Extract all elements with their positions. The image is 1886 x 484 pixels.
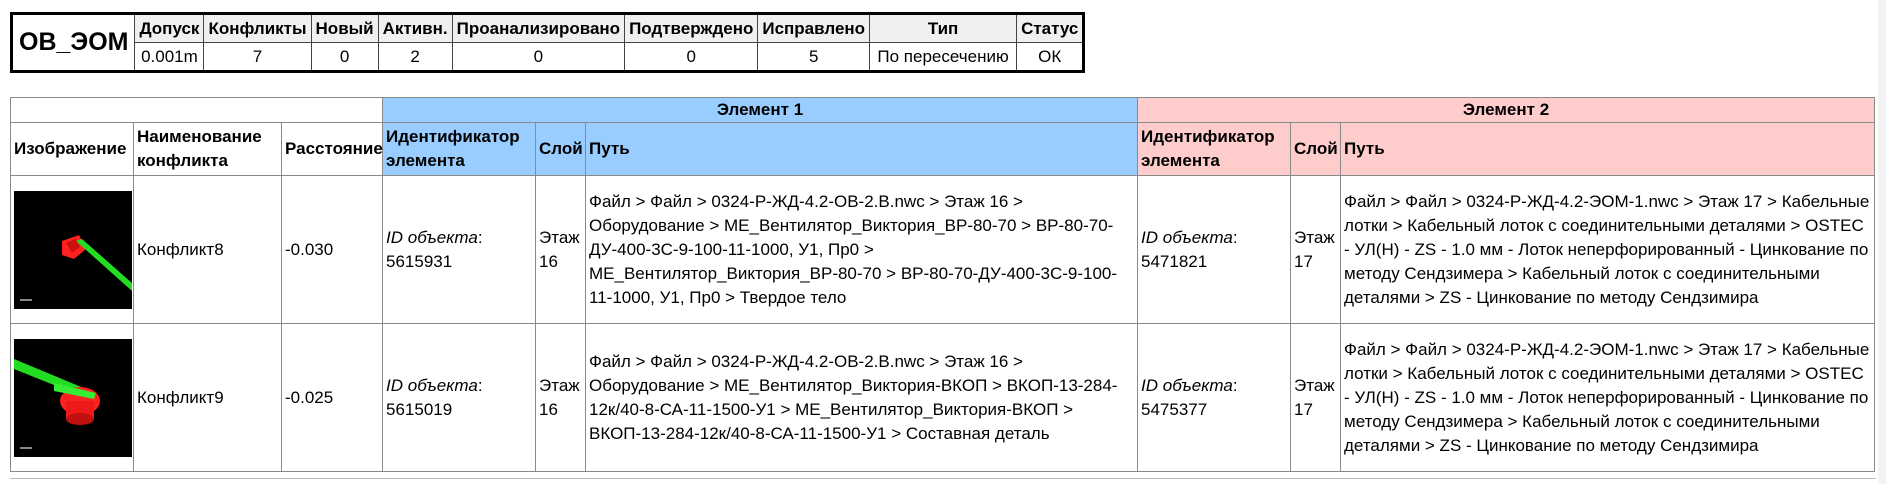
clash-name: Конфликт8 bbox=[134, 176, 282, 324]
summary-header: Допуск bbox=[135, 14, 204, 43]
element2-id bbox=[1138, 176, 1291, 324]
distance-column-header: Расстояние bbox=[282, 123, 383, 176]
clash-image-cell bbox=[11, 176, 134, 324]
element1-path: Файл > Файл > 0324-Р-ЖД-4.2-ОВ-2.В.nwc > Этаж 16 > Оборудование > ME_Вентилятор_Виктория_ВР-80-70 > ВР-80-70-ДУ-400-3С-9-100-11-1000, У1, Пр0 > ME_Вентилятор_Виктория_ВР-80-70 > ВР-80-70-ДУ-400-3С-9-100-11-1000, У1, Пр0 > Твердое тело bbox=[586, 176, 1138, 324]
table-row bbox=[11, 324, 1875, 472]
new-count: 0 bbox=[311, 43, 378, 72]
element2-layer-column-header: Слой bbox=[1291, 123, 1341, 176]
vertical-scrollbar[interactable] bbox=[1878, 0, 1886, 484]
name-column-header: Наименование конфликта bbox=[134, 123, 282, 176]
element1-id-column-header: Идентификатор элемента bbox=[383, 123, 536, 176]
summary-header: Новый bbox=[311, 14, 378, 43]
tolerance-value: 0.001m bbox=[135, 43, 204, 72]
id-label: ID объекта bbox=[1141, 375, 1233, 395]
element2-id-column-header: Идентификатор элемента bbox=[1138, 123, 1291, 176]
element1-group-header: Элемент 1 bbox=[383, 98, 1138, 123]
clash-thumbnail-image bbox=[14, 339, 132, 457]
element1-id bbox=[383, 176, 536, 324]
clash-name: Конфликт9 bbox=[134, 324, 282, 472]
clashes-count: 7 bbox=[204, 43, 311, 72]
clash-image-cell bbox=[11, 324, 134, 472]
active-count: 2 bbox=[378, 43, 452, 72]
summary-header: Подтверждено bbox=[625, 14, 758, 43]
clash-distance: -0.025 bbox=[282, 324, 383, 472]
test-type: По пересечению bbox=[870, 43, 1017, 72]
test-status: ОК bbox=[1017, 43, 1084, 72]
summary-header: Проанализировано bbox=[452, 14, 624, 43]
element2-layer: Этаж 17 bbox=[1291, 324, 1341, 472]
id-value: : 5471821 bbox=[1141, 227, 1238, 271]
element1-id bbox=[383, 324, 536, 472]
element2-layer: Этаж 17 bbox=[1291, 176, 1341, 324]
id-label: ID объекта bbox=[386, 375, 478, 395]
blank-group-header bbox=[11, 98, 383, 123]
clash-distance: -0.030 bbox=[282, 176, 383, 324]
id-label: ID объекта bbox=[386, 227, 478, 247]
element1-path: Файл > Файл > 0324-Р-ЖД-4.2-ОВ-2.В.nwc > Этаж 16 > Оборудование > ME_Вентилятор_Виктория-ВКОП > ВКОП-13-284-12к/40-8-СА-11-1500-У1 > ME_Вентилятор_Виктория-ВКОП > ВКОП-13-284-12к/40-8-СА-11-1500-У1 > Составная деталь bbox=[586, 324, 1138, 472]
summary-header: Активн. bbox=[378, 14, 452, 43]
element1-path-column-header: Путь bbox=[586, 123, 1138, 176]
id-label: ID объекта bbox=[1141, 227, 1233, 247]
clash-test-summary bbox=[10, 12, 1085, 73]
element2-path: Файл > Файл > 0324-Р-ЖД-4.2-ЭОМ-1.nwc > Этаж 17 > Кабельные лотки > Кабельный лоток с соединительными деталями > OSTEC - УЛ(Н) - ZS - 1.0 мм - Лоток неперфорированный - Цинкование по методу Сендзимера > Кабельный лоток с соединительными деталями > ZS - Цинкование по методу Сендзимира bbox=[1341, 324, 1875, 472]
clash-thumbnail-image bbox=[14, 191, 132, 309]
id-value: : 5615019 bbox=[386, 375, 483, 419]
summary-header: Статус bbox=[1017, 14, 1084, 43]
element2-id bbox=[1138, 324, 1291, 472]
table-bottom-divider bbox=[10, 478, 1876, 479]
element1-layer-column-header: Слой bbox=[536, 123, 586, 176]
test-name: ОВ_ЭОМ bbox=[12, 14, 135, 72]
element2-group-header: Элемент 2 bbox=[1138, 98, 1875, 123]
id-value: : 5615931 bbox=[386, 227, 483, 271]
clash-results-table bbox=[10, 97, 1875, 472]
resolved-count: 5 bbox=[758, 43, 870, 72]
summary-header: Тип bbox=[870, 14, 1017, 43]
summary-header: Исправлено bbox=[758, 14, 870, 43]
table-row bbox=[11, 176, 1875, 324]
image-column-header: Изображение bbox=[11, 123, 134, 176]
reviewed-count: 0 bbox=[452, 43, 624, 72]
id-value: : 5475377 bbox=[1141, 375, 1238, 419]
element1-layer: Этаж 16 bbox=[536, 176, 586, 324]
summary-header: Конфликты bbox=[204, 14, 311, 43]
element2-path-column-header: Путь bbox=[1341, 123, 1875, 176]
element2-path: Файл > Файл > 0324-Р-ЖД-4.2-ЭОМ-1.nwc > Этаж 17 > Кабельные лотки > Кабельный лоток с соединительными деталями > OSTEC - УЛ(Н) - ZS - 1.0 мм - Лоток неперфорированный - Цинкование по методу Сендзимера > Кабельный лоток с соединительными деталями > ZS - Цинкование по методу Сендзимира bbox=[1341, 176, 1875, 324]
element1-layer: Этаж 16 bbox=[536, 324, 586, 472]
approved-count: 0 bbox=[625, 43, 758, 72]
